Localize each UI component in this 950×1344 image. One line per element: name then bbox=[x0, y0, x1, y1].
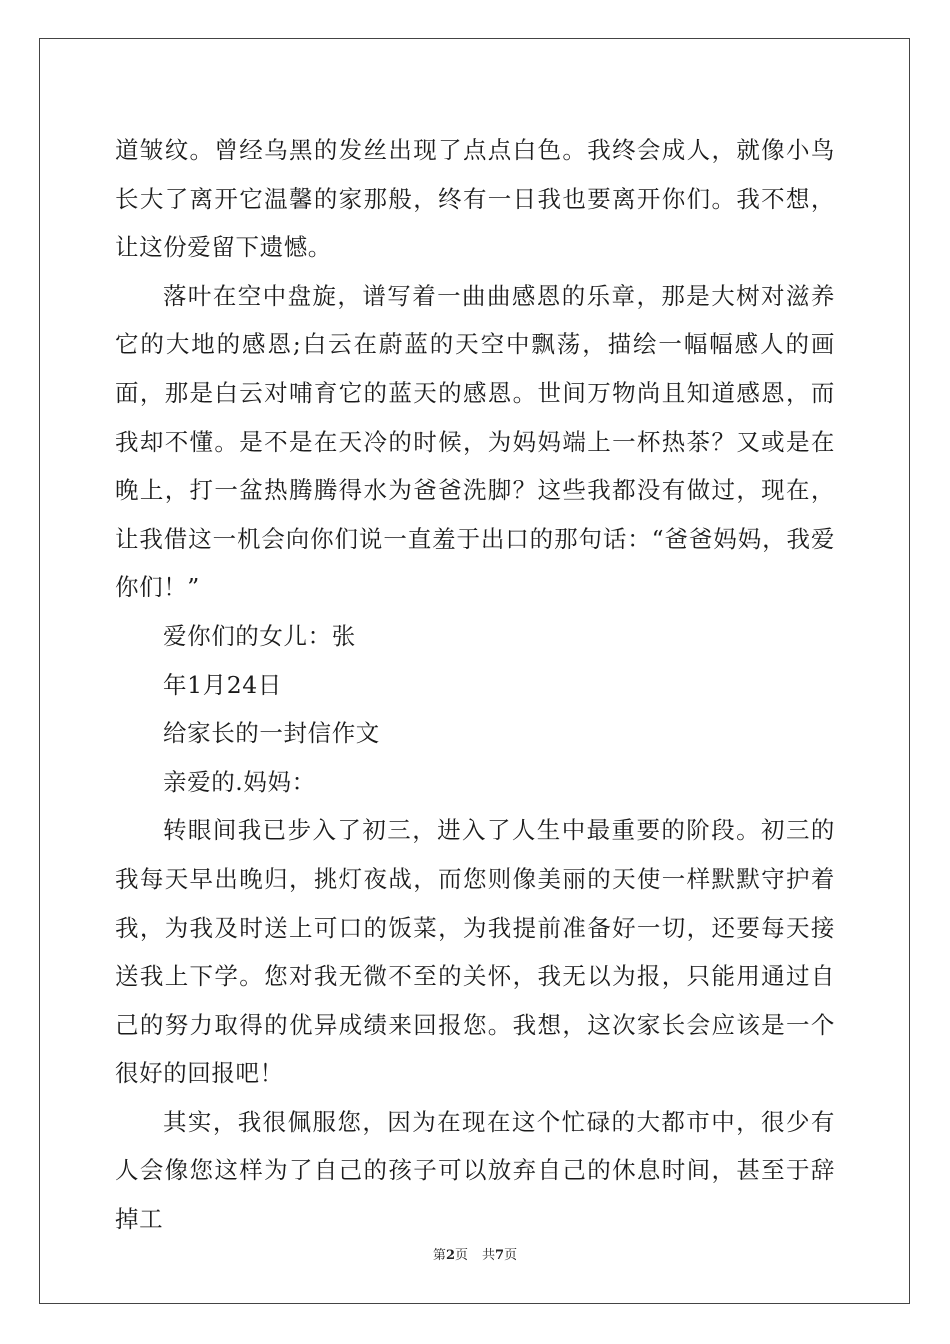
paragraph: 转眼间我已步入了初三，进入了人生中最重要的阶段。初三的我每天早出晚归，挑灯夜战，而您则像美丽的天使一样默默守护着我，为我及时送上可口的饭菜，为我提前准备好一切，还要每天接送我上下学。您对我无微不至的关怀，我无以为报，只能用通过自己的努力取得的优异成绩来回报您。我想，这次家长会应该是一个很好的回报吧！ bbox=[115, 816, 835, 1088]
page-suffix: 页 bbox=[454, 1248, 468, 1263]
paragraph: 其实，我很佩服您，因为在现在这个忙碌的大都市中，很少有人会像您这样为了自己的孩子可以放弃自己的休息时间，甚至于辞掉工 bbox=[115, 1107, 835, 1234]
paragraph: 道皱纹。曾经乌黑的发丝出现了点点白色。我终会成人，就像小鸟长大了离开它温馨的家那般，终有一日我也要离开你们。我不想，让这份爱留下遗憾。 bbox=[115, 136, 835, 262]
total-pages: 7 bbox=[495, 1248, 505, 1263]
total-suffix: 页 bbox=[504, 1248, 518, 1263]
paragraph: 落叶在空中盘旋，谱写着一曲曲感恩的乐章，那是大树对滋养它的大地的感恩;白云在蔚蓝的天空中飘荡，描绘一幅幅感人的画面，那是白云对哺育它的蓝天的感恩。世间万物尚且知道感恩，而我却不懂。是不是在天冷的时候，为妈妈端上一杯热茶？又或是在晚上，打一盆热腾腾得水为爸爸洗脚？这些我都没有做过，现在，让我借这一机会向你们说一直羞于出口的那句话：“爸爸妈妈，我爱你们！” bbox=[115, 281, 835, 602]
salutation: 亲爱的.妈妈： bbox=[163, 767, 316, 796]
document-body bbox=[115, 126, 835, 1244]
page-footer bbox=[0, 1244, 950, 1263]
total-prefix: 共 bbox=[482, 1248, 496, 1263]
date-line: 年1月24日 bbox=[163, 670, 282, 699]
section-title: 给家长的一封信作文 bbox=[163, 719, 380, 748]
page-number: 2 bbox=[445, 1248, 455, 1263]
signature-line: 爱你们的女儿：张 bbox=[163, 621, 356, 650]
page-prefix: 第 bbox=[432, 1248, 446, 1263]
